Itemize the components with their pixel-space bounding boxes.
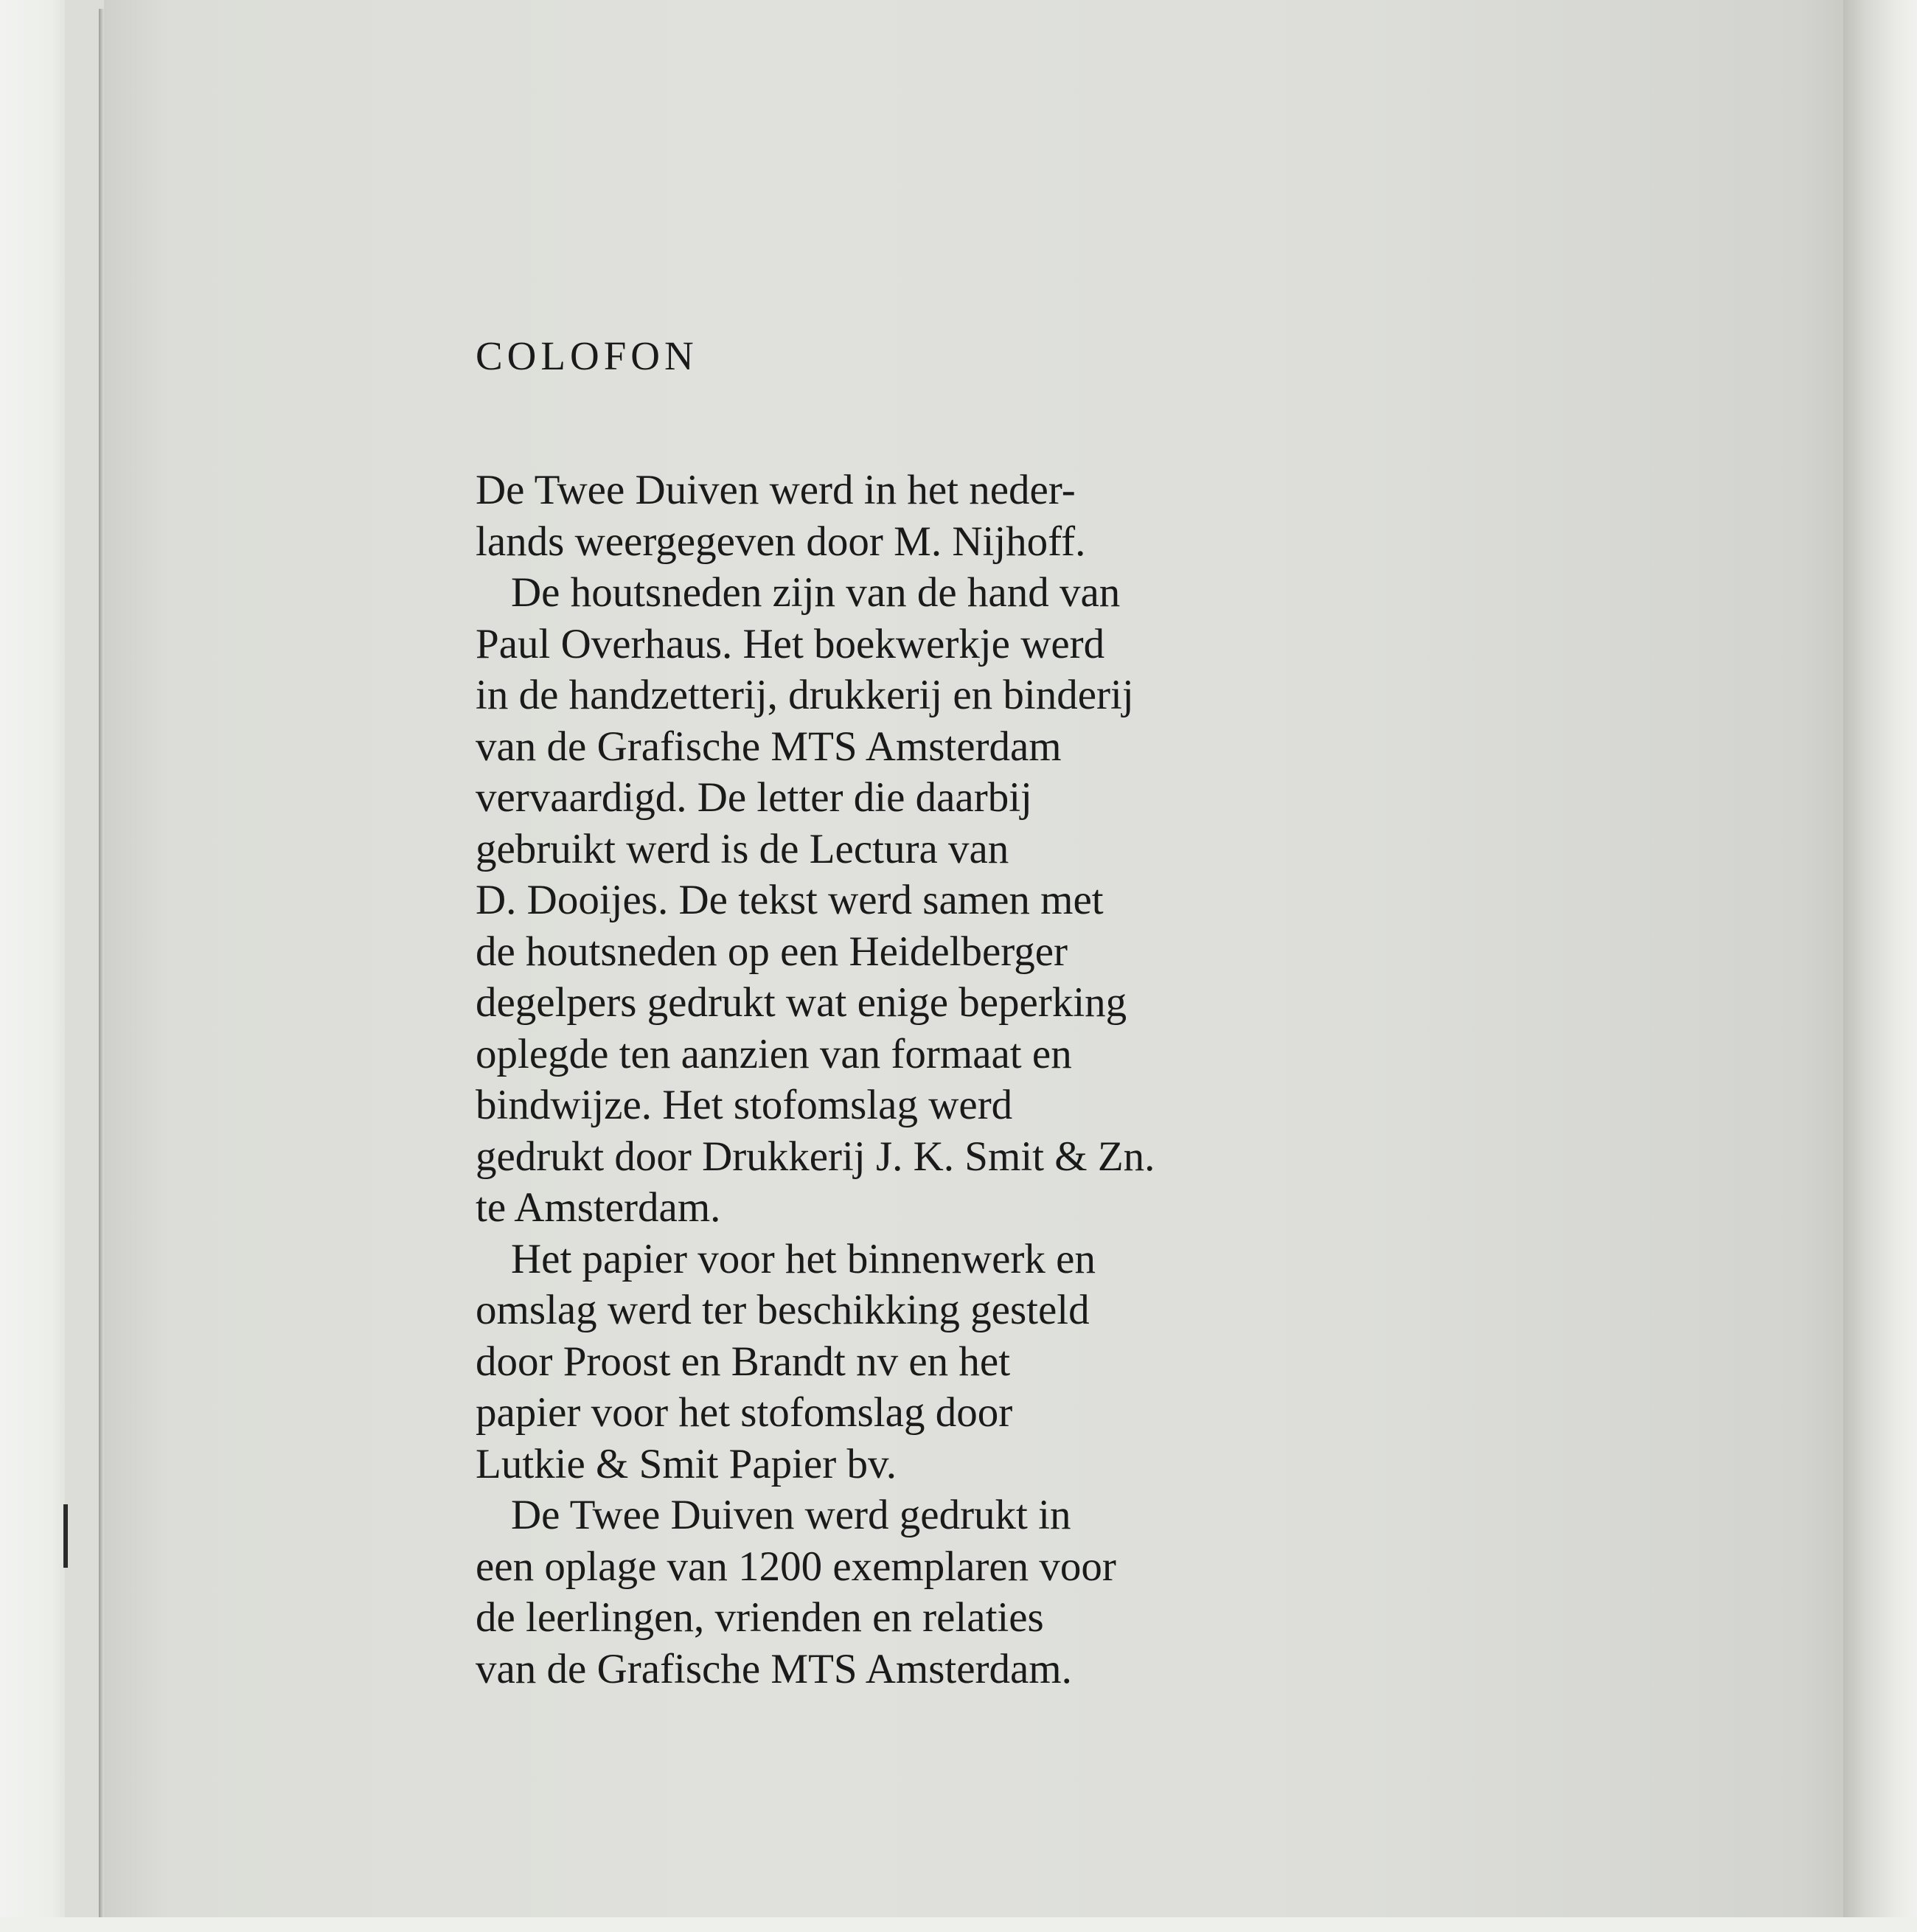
- colophon-line: vervaardigd. De letter die daarbij: [476, 774, 1032, 821]
- colophon-line: oplegde ten aanzien van formaat en: [476, 1030, 1072, 1077]
- colophon-line: van de Grafische MTS Amsterdam: [476, 723, 1062, 770]
- colophon-line: te Amsterdam.: [476, 1184, 721, 1231]
- colophon-line: de houtsneden op een Heidelberger: [476, 928, 1068, 975]
- colophon-line: De Twee Duiven werd gedrukt in: [511, 1492, 1071, 1538]
- colophon-line: lands weergegeven door M. Nijhoff.: [476, 518, 1086, 565]
- facing-page-edge: [0, 0, 65, 1932]
- spine-mark: [63, 1504, 68, 1568]
- colophon-heading: COLOFON: [476, 333, 698, 378]
- colophon-line: Paul Overhaus. Het boekwerkje werd: [476, 620, 1105, 667]
- colophon-line: Lutkie & Smit Papier bv.: [476, 1440, 897, 1487]
- colophon-line: van de Grafische MTS Amsterdam.: [476, 1645, 1072, 1692]
- colophon-line: De houtsneden zijn van de hand van: [511, 569, 1121, 616]
- colophon-line: bindwijze. Het stofomslag werd: [476, 1082, 1013, 1128]
- colophon-line: de leerlingen, vrienden en relaties: [476, 1594, 1044, 1641]
- colophon-line: gebruikt werd is de Lectura van: [476, 825, 1009, 872]
- colophon-line: in de handzetterij, drukkerij en binderij: [476, 672, 1134, 718]
- page-gutter-line: [99, 9, 104, 1919]
- colophon-line: De Twee Duiven werd in het neder-: [476, 467, 1076, 513]
- colophon-line: Het papier voor het binnenwerk en: [511, 1235, 1096, 1282]
- colophon-line: gedrukt door Drukkerij J. K. Smit & Zn.: [476, 1133, 1155, 1180]
- page-bottom-edge: [0, 1917, 1917, 1932]
- colophon-line: degelpers gedrukt wat enige beperking: [476, 979, 1127, 1026]
- page-right-edge: [1843, 0, 1917, 1932]
- colophon-line: door Proost en Brandt nv en het: [476, 1338, 1011, 1385]
- colophon-text-block: [476, 333, 1331, 1695]
- colophon-line: papier voor het stofomslag door: [476, 1389, 1013, 1436]
- colophon-line: D. Dooijes. De tekst werd samen met: [476, 877, 1104, 923]
- colophon-line: omslag werd ter beschikking gesteld: [476, 1287, 1090, 1333]
- colophon-line: een oplage van 1200 exemplaren voor: [476, 1543, 1116, 1590]
